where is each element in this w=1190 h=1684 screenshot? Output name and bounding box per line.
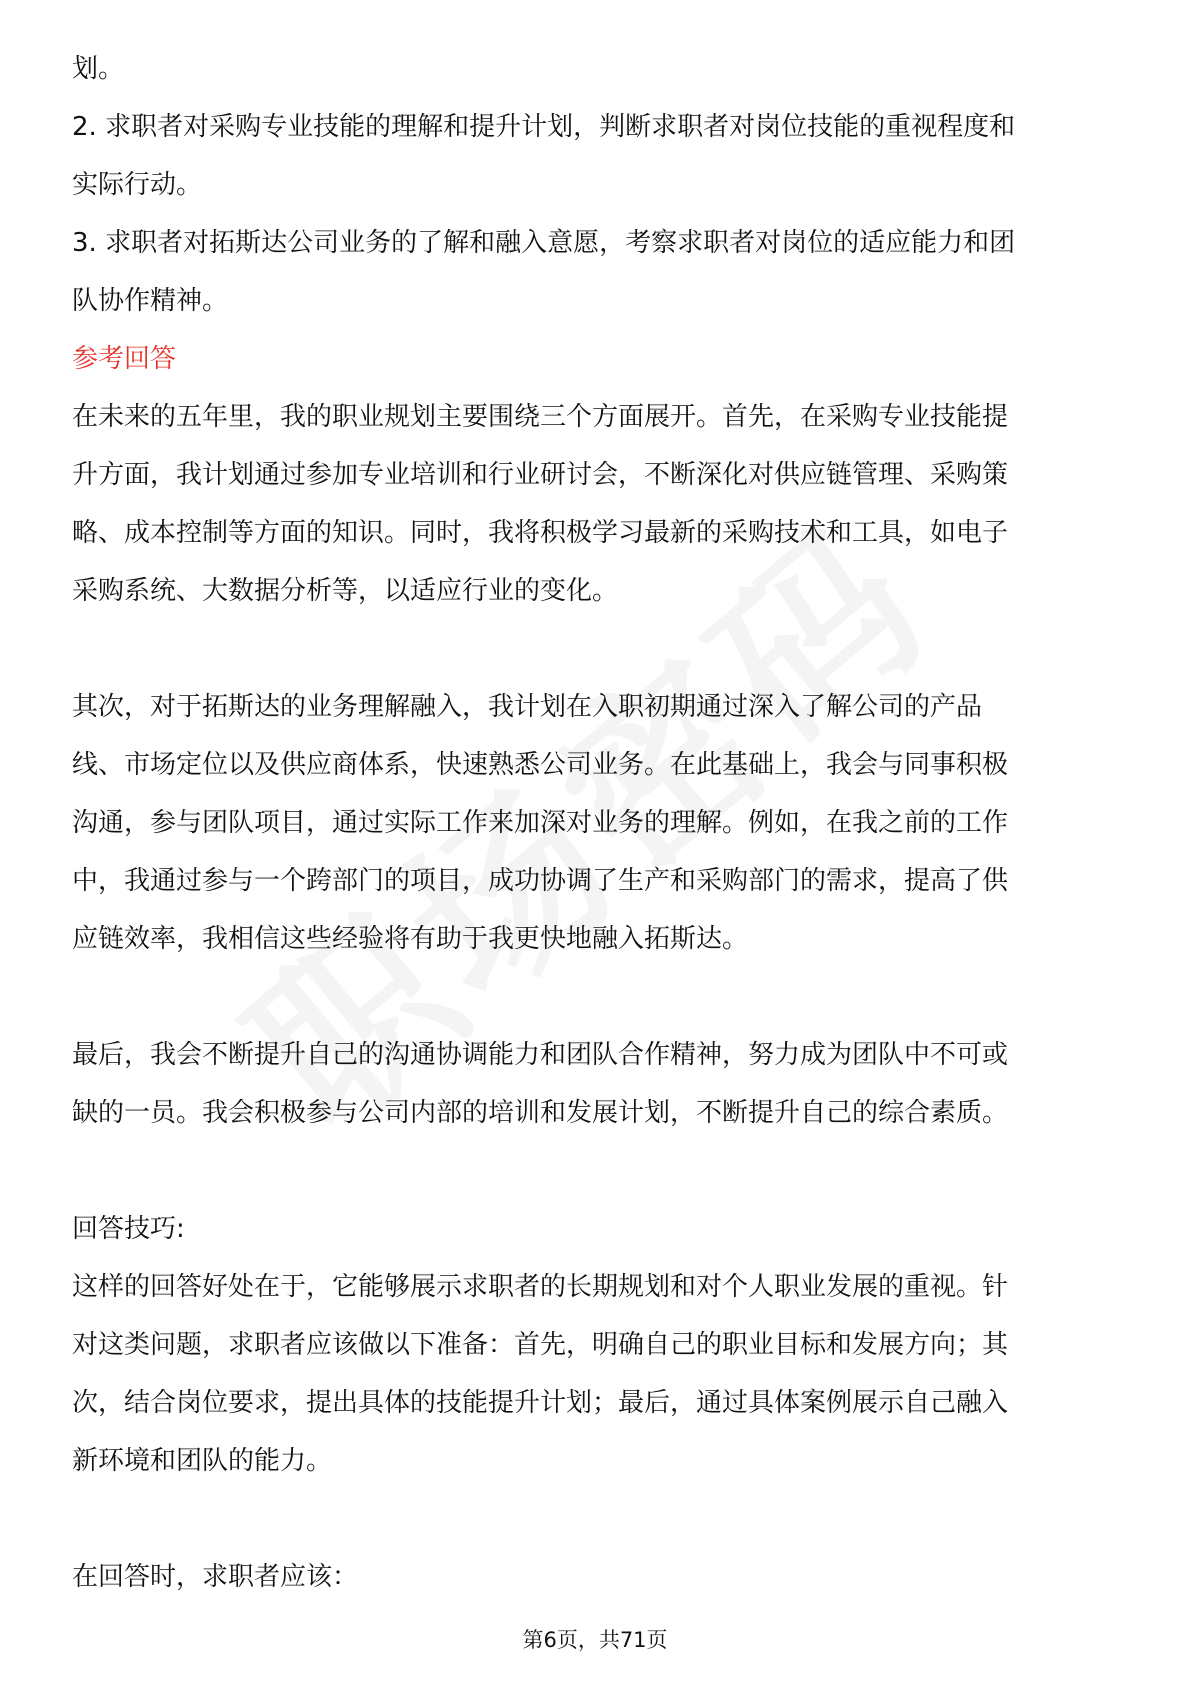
body-line: 在未来的五年里，我的职业规划主要围绕三个方面展开。首先，在采购专业技能提 — [72, 402, 1009, 432]
body-line: 对这类问题，求职者应该做以下准备：首先，明确自己的职业目标和发展方向；其 — [72, 1330, 1009, 1360]
body-line: 3. 求职者对拓斯达公司业务的了解和融入意愿，考察求职者对岗位的适应能力和团 — [72, 228, 1016, 258]
page-footer: 第6页，共71页 — [522, 1628, 668, 1652]
body-line: 应链效率，我相信这些经验将有助于我更快地融入拓斯达。 — [72, 924, 749, 954]
blank-line — [72, 1142, 1122, 1200]
body-line: 缺的一员。我会积极参与公司内部的培训和发展计划，不断提升自己的综合素质。 — [72, 1098, 1009, 1128]
subheading-line: 回答技巧: — [72, 1214, 185, 1244]
body-line: 采购系统、大数据分析等，以适应行业的变化。 — [72, 576, 619, 606]
body-line: 其次，对于拓斯达的业务理解融入，我计划在入职初期通过深入了解公司的产品 — [72, 692, 983, 722]
body-line: 在回答时，求职者应该： — [72, 1562, 359, 1592]
body-line: 新环境和团队的能力。 — [72, 1446, 333, 1476]
body-line: 线、市场定位以及供应商体系，快速熟悉公司业务。在此基础上，我会与同事积极 — [72, 750, 1009, 780]
body-line: 最后，我会不断提升自己的沟通协调能力和团队合作精神，努力成为团队中不可或 — [72, 1040, 1009, 1070]
body-line: 这样的回答好处在于，它能够展示求职者的长期规划和对个人职业发展的重视。针 — [72, 1272, 1009, 1302]
body-line: 划。 — [72, 54, 125, 84]
body-line: 升方面，我计划通过参加专业培训和行业研讨会，不断深化对供应链管理、采购策 — [72, 460, 1009, 490]
blank-line — [72, 620, 1122, 678]
body-line: 次，结合岗位要求，提出具体的技能提升计划；最后，通过具体案例展示自己融入 — [72, 1388, 1009, 1418]
body-line: 沟通，参与团队项目，通过实际工作来加深对业务的理解。例如，在我之前的工作 — [72, 808, 1009, 838]
blank-line — [72, 968, 1122, 1026]
body-line: 中，我通过参与一个跨部门的项目，成功协调了生产和采购部门的需求，提高了供 — [72, 866, 1009, 896]
body-line: 2. 求职者对采购专业技能的理解和提升计划，判断求职者对岗位技能的重视程度和 — [72, 112, 1016, 142]
body-line: 略、成本控制等方面的知识。同时，我将积极学习最新的采购技术和工具，如电子 — [72, 518, 1009, 548]
body-line: 实际行动。 — [72, 170, 203, 200]
section-heading: 参考回答 — [72, 344, 177, 374]
blank-line — [72, 1490, 1122, 1548]
document-body — [72, 40, 1122, 1606]
body-line: 队协作精神。 — [72, 286, 229, 316]
